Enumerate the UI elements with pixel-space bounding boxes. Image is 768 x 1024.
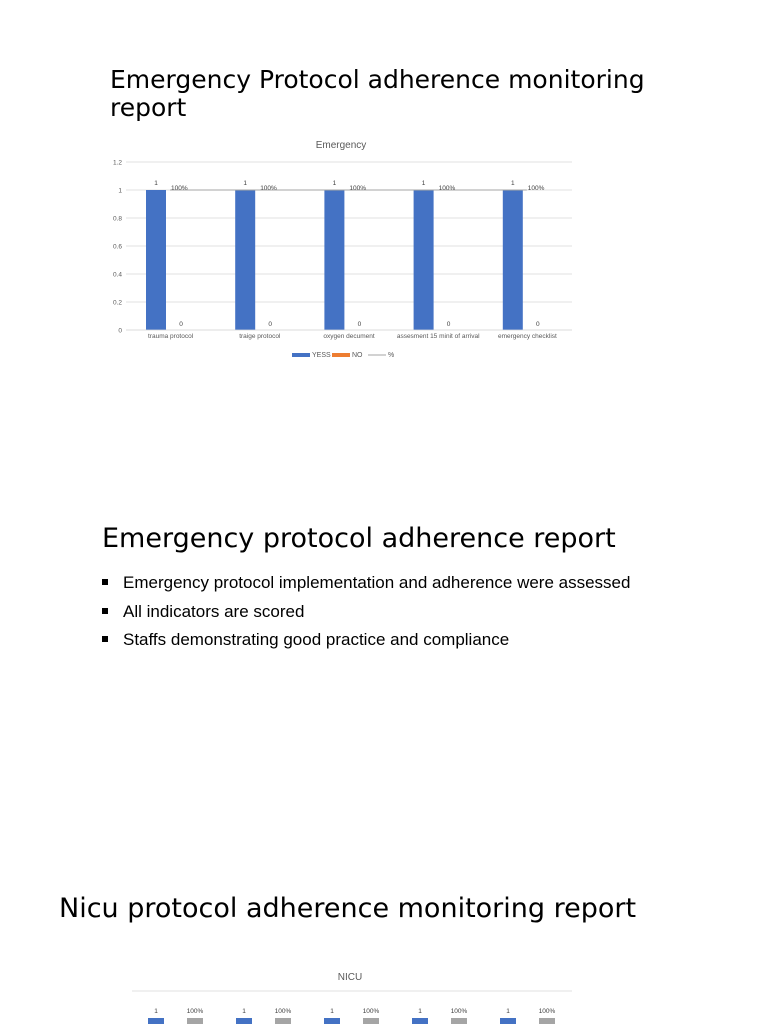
bullet-text: Staffs demonstrating good practice and compliance (123, 630, 510, 649)
data-label: 100% (186, 1008, 204, 1015)
data-label-percent: 100% (260, 185, 277, 192)
y-tick-label: 0.6 (112, 243, 122, 251)
x-axis-categories (148, 333, 557, 340)
bar-series-1 (412, 1018, 428, 1024)
bar-yess (503, 190, 523, 330)
x-category-label: emergency checklist (497, 333, 557, 340)
slide1-title: Emergency Protocol adherence monitoring report (110, 65, 645, 122)
data-label-no: 0 (357, 321, 362, 328)
data-label: 100% (450, 1008, 468, 1015)
bar-series-2 (363, 1018, 379, 1024)
y-tick-label: 0.4 (112, 271, 122, 279)
bar-yess (146, 190, 166, 330)
bar-yess (235, 190, 255, 330)
data-label-yess: 1 (243, 180, 248, 187)
data-label: 1 (418, 1008, 422, 1015)
bar-series-2 (539, 1018, 555, 1024)
bar-series-1 (324, 1018, 340, 1024)
x-category-label: oxygen decument (323, 333, 375, 340)
slide2-title: Emergency protocol adherence report (102, 523, 616, 554)
y-tick-label: 0 (118, 327, 122, 335)
data-label-yess: 1 (332, 180, 337, 187)
data-label-percent: 100% (438, 185, 456, 192)
data-label-percent: 100% (527, 185, 545, 192)
x-category-label: assesment 15 minit of arrival (396, 333, 480, 340)
data-label-percent: 100% (349, 185, 367, 192)
data-label-yess: 1 (154, 180, 158, 187)
bullet-item (102, 572, 630, 601)
bullet-text: All indicators are scored (123, 601, 305, 621)
data-label-yess: 1 (510, 180, 515, 187)
bullet-icon (102, 608, 108, 614)
bullet-list (102, 572, 630, 658)
x-category-label: trauma protocol (148, 333, 194, 340)
data-label: 1 (330, 1008, 334, 1015)
data-label: 100% (538, 1008, 556, 1015)
bullet-text: Emergency protocol implementation and adherence were assessed (123, 573, 631, 592)
legend-swatch-no (332, 353, 350, 357)
data-label-no: 0 (179, 321, 183, 328)
bar-series-1 (500, 1018, 516, 1024)
bar-series-2 (275, 1018, 291, 1024)
legend-label-yess: YESS (312, 352, 331, 359)
legend (292, 352, 394, 359)
emergency-chart (0, 130, 768, 370)
data-labels (154, 1008, 555, 1015)
bar-series-1 (236, 1018, 252, 1024)
chart-title: Emergency (315, 140, 367, 151)
data-label: 1 (506, 1008, 510, 1015)
legend-swatch-yess (292, 353, 310, 357)
bars (148, 1018, 555, 1024)
data-label: 100% (362, 1008, 380, 1015)
bars (126, 190, 572, 330)
y-axis-ticks (113, 160, 122, 335)
bullet-item (102, 601, 630, 630)
y-tick-label: 0.2 (112, 299, 122, 307)
data-label: 1 (242, 1008, 246, 1015)
y-tick-label: 0.8 (112, 215, 122, 223)
data-label-no: 0 (446, 321, 451, 328)
bar-series-2 (187, 1018, 203, 1024)
bullet-icon (102, 579, 108, 585)
data-labels (154, 180, 544, 328)
chart-title: NICU (337, 972, 363, 983)
y-tick-label: 1.2 (112, 159, 122, 167)
data-label: 100% (274, 1008, 292, 1015)
legend-label-percent: % (388, 352, 395, 359)
data-label-no: 0 (535, 321, 540, 328)
data-label-percent: 100% (171, 185, 188, 192)
data-label-yess: 1 (421, 180, 426, 187)
nicu-chart (0, 960, 768, 1024)
bar-yess (414, 190, 434, 330)
bar-yess (324, 190, 344, 330)
slide3-title: Nicu protocol adherence monitoring report (59, 893, 637, 924)
data-label-no: 0 (268, 321, 273, 328)
bar-series-2 (451, 1018, 467, 1024)
data-label: 1 (154, 1008, 158, 1015)
y-tick-label: 1 (118, 187, 122, 195)
bullet-item (102, 629, 630, 658)
bullet-icon (102, 636, 108, 642)
x-category-label: traige protocol (239, 333, 281, 340)
legend-label-no: NO (352, 352, 363, 359)
bar-series-1 (148, 1018, 164, 1024)
